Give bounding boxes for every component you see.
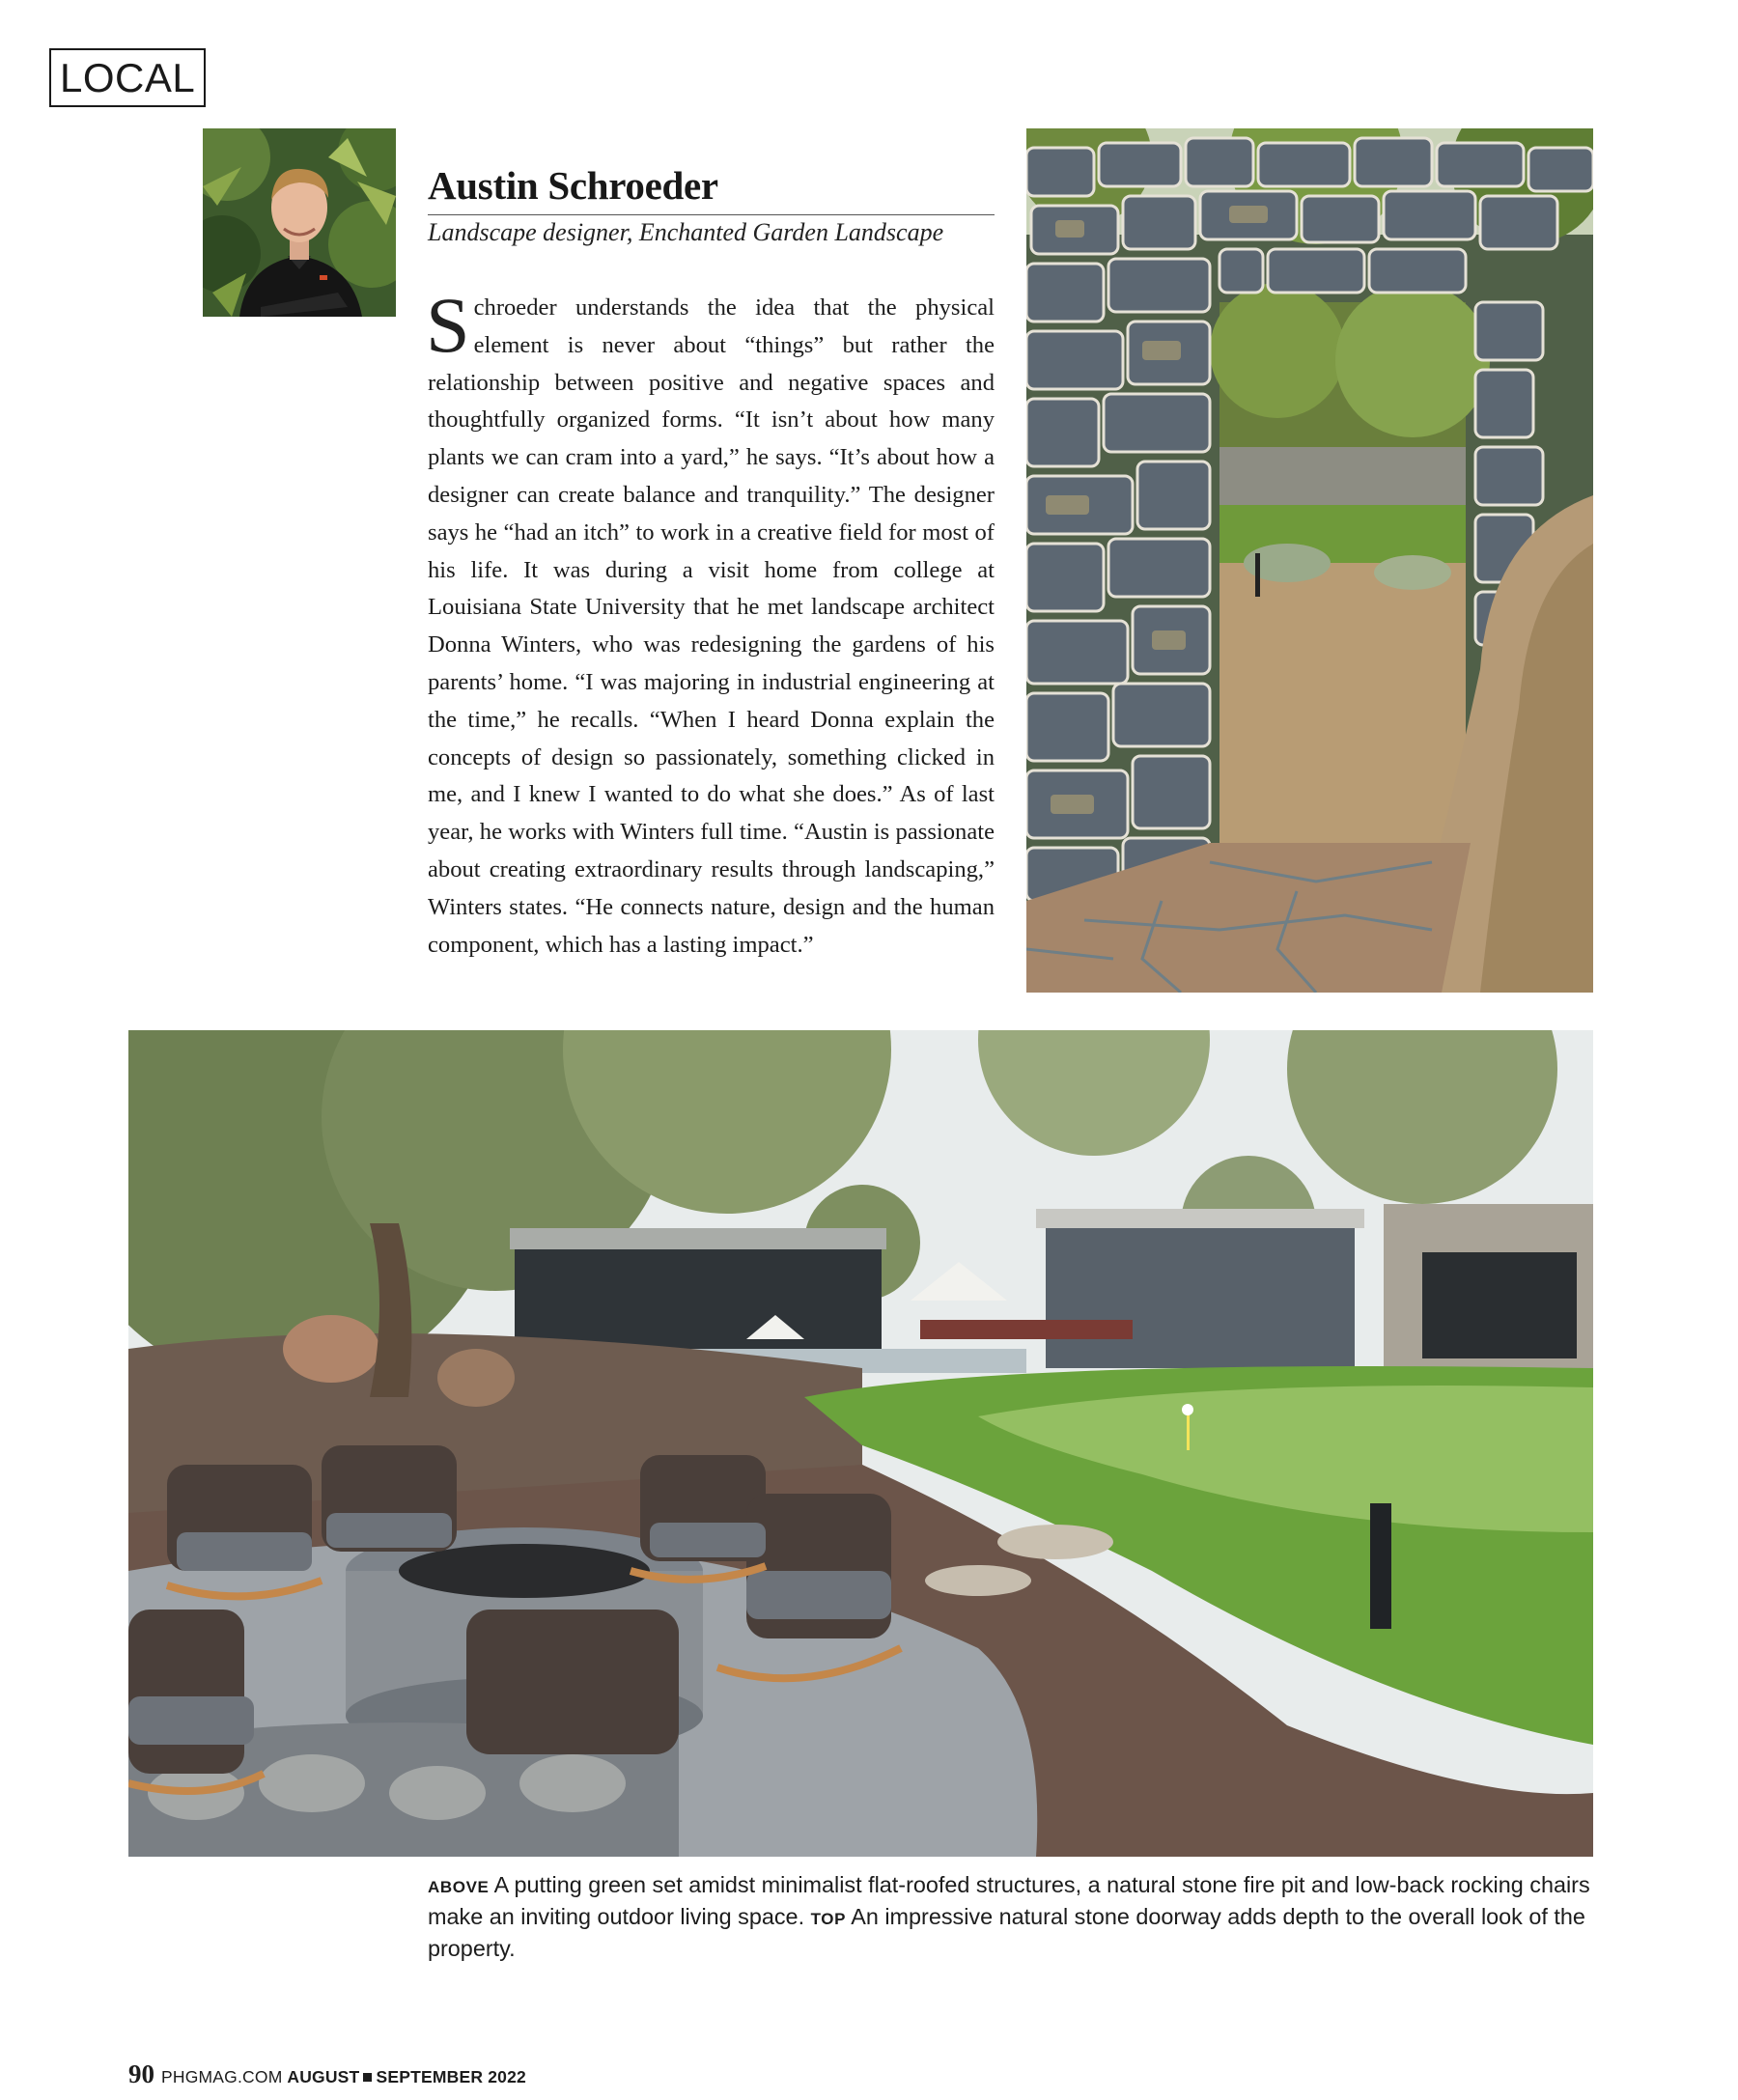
page-footer bbox=[128, 2059, 526, 2089]
profile-name: Austin Schroeder bbox=[428, 163, 718, 208]
square-bullet-icon bbox=[363, 2073, 372, 2082]
profile-role: Landscape designer, Enchanted Garden Landscape bbox=[428, 218, 944, 246]
caption-above-text: A putting green set amidst minimalist flat-roofed structures, a natural stone fire pit and low-back rocking chairs make an inviting outdoor living space. bbox=[428, 1872, 1590, 1929]
heading-rule bbox=[428, 214, 995, 215]
profile-body bbox=[426, 281, 995, 964]
section-label: LOCAL bbox=[49, 48, 206, 107]
caption-top-label: TOP bbox=[810, 1910, 847, 1928]
footer-issue-start: AUGUST bbox=[287, 2067, 360, 2086]
profile-body-text: chroeder understands the idea that the physical element is never about “things” but rather the relationship between positive and negative spaces and thoughtfully organized forms. “It isn’t about how many plants we can cram into a yard,” he says. “It’s about how a designer can create balance and tranquility.” The designer says he “had an itch” to work in a creative field for most of his life. It was during a visit home from college at Louisiana State University that he met landscape architect Donna Winters, who was redesigning the gardens of his parents’ home. “I was majoring in industrial engineering at the time,” he recalls. “When I heard Donna explain the concepts of design so passionately, something clicked in me, and I knew I wanted to do what she does.” As of last year, he works with Winters full time. “Austin is passionate about creating extraordinary results through landscaping,” Winters states. “He connects nature, design and the human component, which has a lasting impact.” bbox=[428, 294, 995, 958]
page-number: 90 bbox=[128, 2059, 154, 2088]
footer-site: PHGMAG.COM bbox=[161, 2067, 283, 2086]
headshot-photo bbox=[203, 128, 396, 317]
caption-top-text: An impressive natural stone doorway adds depth to the overall look of the property. bbox=[428, 1904, 1585, 1961]
photo-caption bbox=[428, 1870, 1593, 1964]
footer-issue-end: SEPTEMBER 2022 bbox=[376, 2067, 526, 2086]
backyard-photo bbox=[128, 1030, 1593, 1857]
caption-above-label: ABOVE bbox=[428, 1878, 490, 1896]
stone-doorway-photo bbox=[1026, 128, 1593, 993]
drop-cap: S bbox=[426, 281, 470, 369]
